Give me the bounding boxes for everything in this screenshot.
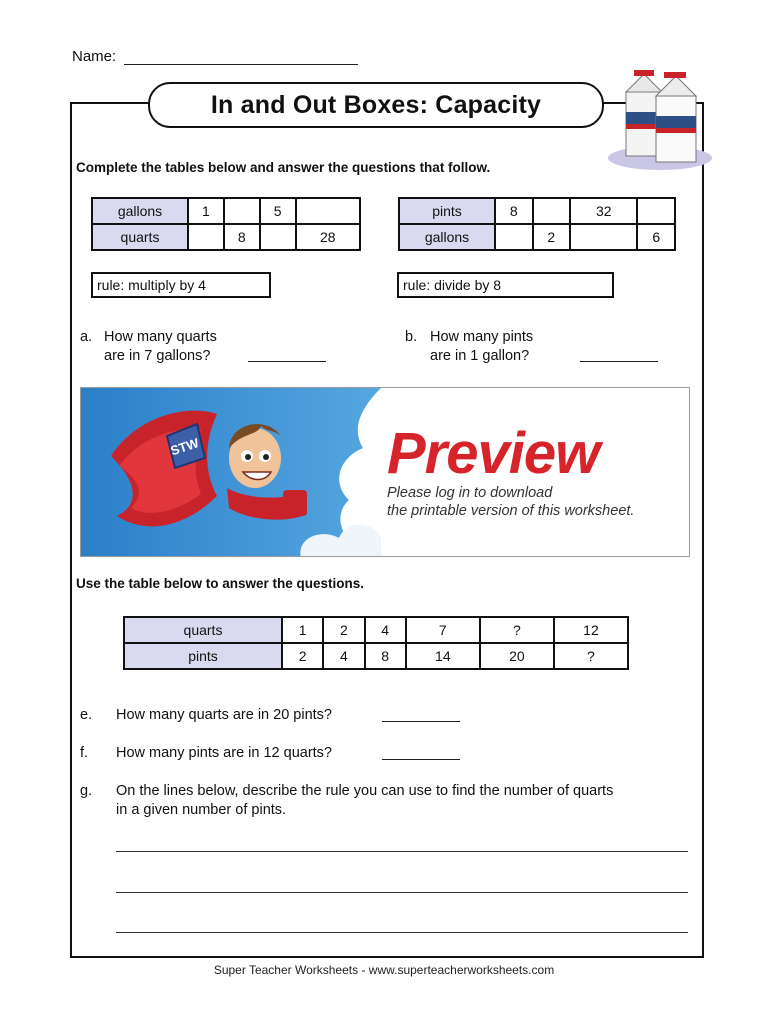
table-quarts-pints (123, 616, 629, 670)
milk-carton-icon (604, 66, 716, 174)
question-b-line1: How many pints (430, 329, 534, 345)
preview-message-line1: Please log in to download (387, 485, 553, 501)
table-row (124, 643, 628, 669)
table-cell[interactable]: 4 (323, 643, 364, 669)
preview-message (387, 484, 634, 520)
question-g-line1: On the lines below, describe the rule you can use to find the number of quarts (116, 783, 614, 799)
superhero-icon (97, 396, 327, 552)
preview-banner[interactable] (80, 387, 690, 557)
table-cell-header: quarts (92, 224, 188, 250)
answer-blank-b[interactable] (580, 361, 658, 362)
table-cell[interactable] (296, 198, 360, 224)
table-cell[interactable]: 32 (570, 198, 637, 224)
answer-line-g-2[interactable] (116, 892, 688, 893)
instructions-top: Complete the tables below and answer the questions that follow. (76, 160, 491, 175)
question-a-line1: How many quarts (104, 329, 217, 345)
question-b-line2: are in 1 gallon? (430, 348, 530, 364)
table-cell[interactable]: 28 (296, 224, 360, 250)
answer-blank-e[interactable] (382, 721, 460, 722)
footer-credit: Super Teacher Worksheets - www.superteacherworksheets.com (213, 963, 555, 977)
table-cell[interactable] (188, 224, 224, 250)
table-cell[interactable]: 6 (637, 224, 675, 250)
frame-top-left-border (70, 102, 150, 104)
worksheet-title: In and Out Boxes: Capacity (148, 82, 604, 128)
table-cell[interactable] (260, 224, 296, 250)
table-cell[interactable]: 8 (495, 198, 533, 224)
table-cell[interactable]: 14 (406, 643, 480, 669)
table-row (124, 617, 628, 643)
table-cell[interactable] (637, 198, 675, 224)
table-row (92, 198, 360, 224)
table-cell-header: pints (124, 643, 282, 669)
name-blank-line[interactable] (124, 64, 358, 65)
question-e-text: How many quarts are in 20 pints? (116, 707, 332, 723)
table-cell[interactable]: 8 (365, 643, 406, 669)
rule-box-2: rule: divide by 8 (397, 272, 614, 298)
question-e-letter: e. (80, 707, 93, 723)
question-a-line2: are in 7 gallons? (104, 348, 211, 364)
hero-badge-text: STW (168, 435, 201, 459)
question-f-letter: f. (80, 745, 89, 761)
table-cell[interactable] (570, 224, 637, 250)
question-g-letter: g. (80, 783, 93, 799)
table-cell-header: gallons (92, 198, 188, 224)
table-cell[interactable] (495, 224, 533, 250)
table-cell[interactable]: 12 (554, 617, 628, 643)
table-pints-gallons (398, 197, 676, 251)
preview-title: Preview (387, 421, 600, 486)
instructions-middle: Use the table below to answer the questions. (76, 576, 365, 591)
table-cell[interactable]: 20 (480, 643, 554, 669)
table-cell[interactable]: 1 (282, 617, 323, 643)
name-label: Name: (72, 48, 117, 65)
table-cell[interactable]: 8 (224, 224, 260, 250)
answer-blank-a[interactable] (248, 361, 326, 362)
question-b-letter: b. (405, 329, 418, 345)
question-a-letter: a. (80, 329, 93, 345)
table-cell-header: gallons (399, 224, 495, 250)
answer-line-g-1[interactable] (116, 851, 688, 852)
table-gallons-quarts (91, 197, 361, 251)
table-cell[interactable]: 2 (282, 643, 323, 669)
table-row (399, 224, 675, 250)
table-cell[interactable]: 5 (260, 198, 296, 224)
rule-box-1: rule: multiply by 4 (91, 272, 271, 298)
table-cell[interactable]: 7 (406, 617, 480, 643)
table-cell[interactable]: 1 (188, 198, 224, 224)
table-cell[interactable]: ? (554, 643, 628, 669)
answer-blank-f[interactable] (382, 759, 460, 760)
table-cell-header: quarts (124, 617, 282, 643)
table-cell[interactable] (224, 198, 260, 224)
answer-line-g-3[interactable] (116, 932, 688, 933)
question-f-text: How many pints are in 12 quarts? (116, 745, 332, 761)
table-row (399, 198, 675, 224)
preview-message-line2: the printable version of this worksheet. (387, 503, 635, 519)
table-cell[interactable]: ? (480, 617, 554, 643)
table-cell[interactable]: 2 (533, 224, 571, 250)
table-cell[interactable]: 4 (365, 617, 406, 643)
table-cell[interactable]: 2 (323, 617, 364, 643)
question-g-line2: in a given number of pints. (116, 802, 287, 818)
table-row (92, 224, 360, 250)
table-cell[interactable] (533, 198, 571, 224)
table-cell-header: pints (399, 198, 495, 224)
